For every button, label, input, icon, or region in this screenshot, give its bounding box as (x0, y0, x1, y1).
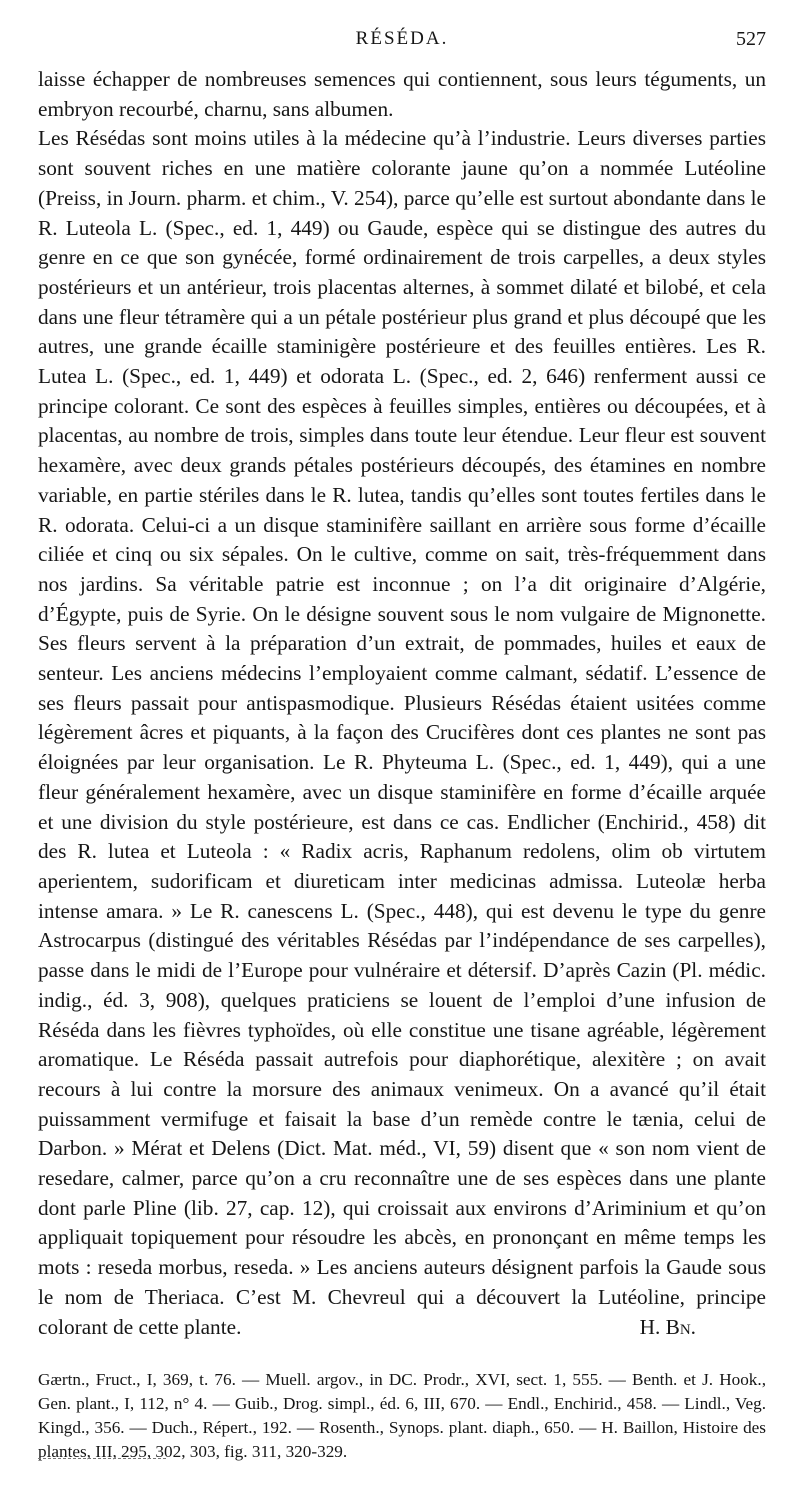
page-number: 527 (736, 28, 766, 50)
footer-rule (38, 1458, 166, 1459)
running-title: RÉSÉDA. (355, 28, 449, 49)
paragraph-main: Les Résédas sont moins utiles à la médecine qu’à l’industrie. Leurs diverses parties sont souvent riches en une matière colorante jaune qu’on a nommée Lutéoline (Preiss, in Journ. pharm. et chim., V. 254), parce qu’elle est surtout abondante dans le R. Luteola L. (Spec., ed. 1, 449) ou Gaude, espèce qui se distingue des autres du genre en ce que son gynécée, formé ordinairement de trois carpelles, a deux styles postérieurs et un antérieur, trois placentas alternes, à sommet dilaté et bilobé, et cela dans une fleur tétramère qui a un pétale postérieur plus grand et plus découpé que les autres, une grande écaille staminigère postérieure et des feuilles entières. Les R. Lutea L. (Spec., ed. 1, 449) et odorata L. (Spec., ed. 2, 646) renferment aussi ce principe colorant. Ce sont des espèces à feuilles simples, entières ou découpées, et à placentas, au nombre de trois, simples dans toute leur étendue. Leur fleur est souvent hexamère, avec deux grands pétales postérieurs découpés, des étamines en nombre variable, en partie stériles dans le R. lutea, tandis qu’elles sont toutes fertiles dans le R. odorata. Celui-ci a un disque staminifère saillant en arrière sous forme d’écaille ciliée et cinq ou six sépales. On le cultive, comme on sait, très-fréquemment dans nos jardins. Sa véritable patrie est inconnue ; on l’a dit originaire d’Algérie, d’Égypte, puis de Syrie. On le désigne souvent sous le nom vulgaire de Mignonette. Ses fleurs servent à la préparation d’un extrait, de pommades, huiles et eaux de senteur. Les anciens médecins l’employaient comme calmant, sédatif. L’essence de ses fleurs passait pour antispasmodique. Plusieurs Résédas étaient usitées comme légèrement âcres et piquants, à la façon des Crucifères dont ces plantes ne sont pas éloignées par leur organisation. Le R. Phyteuma L. (Spec., ed. 1, 449), qui a une fleur généralement hexamère, avec un disque staminifère en forme d’écaille arquée et une division du style postérieure, est dans ce cas. Endlicher (Enchirid., 458) dit des R. lutea et Luteola : « Radix acris, Raphanum redolens, olim ob virtutem aperientem, sudorificam et diureticam inter medicinas admissa. Luteolæ herba intense amara. » Le R. canescens L. (Spec., 448), qui est devenu le type du genre Astrocarpus (distingué des véritables Résédas par l’indépendance de ses carpelles), passe dans le midi de l’Europe pour vulnéraire et détersif. D’après Cazin (Pl. médic. indig., éd. 3, 908), quelques praticiens se louent de l’emploi d’une infusion de Réséda dans les fièvres typhoïdes, où elle constitue une tisane agréable, légèrement aromatique. Le Réséda passait autrefois pour diaphorétique, alexitère ; on avait recours à lui contre la morsure des animaux venimeux. On a avancé qu’il était puissamment vermifuge et faisait la base d’un remède contre le tænia, celui de Darbon. » Mérat et Delens (Dict. Mat. méd., VI, 59) disent que « son nom vient de resedare, calmer, parce qu’on a cru reconnaître une de ses espèces dans une plante dont parle Pline (lib. 27, cap. 12), qui croissait aux environs d’Ariminium et qu’on appliquait topiquement pour résoudre les abcès, en prononçant en même temps les mots : reseda morbus, reseda. » Les anciens auteurs désignent parfois la Gaude sous le nom de Theriaca. C’est M. Chevreul qui a découvert la Lutéoline, principe colorant de cette plante. (38, 126, 766, 1339)
article-body (38, 65, 766, 1342)
paragraph-continuation: laisse échapper de nombreuses semences qui contiennent, sous leurs téguments, un embryon recourbé, charnu, sans albumen. (38, 67, 766, 121)
page (38, 28, 766, 1464)
page-header (38, 28, 766, 56)
bibliography: Gærtn., Fruct., I, 369, t. 76. — Muell. argov., in DC. Prodr., XVI, sect. 1, 555. — Benth. et J. Hook., Gen. plant., I, 112, n° 4. — Guib., Drog. simpl., éd. 6, III, 670. — Endl., Enchirid., 458. — Lindl., Veg. Kingd., 356. — Duch., Répert., 192. — Rosenth., Synops. plant. diaph., 650. — H. Baillon, Histoire des plantes, III, 295, 302, 303, fig. 311, 320-329. (38, 1370, 766, 1462)
author-signature: H. Bn. (639, 1314, 696, 1339)
